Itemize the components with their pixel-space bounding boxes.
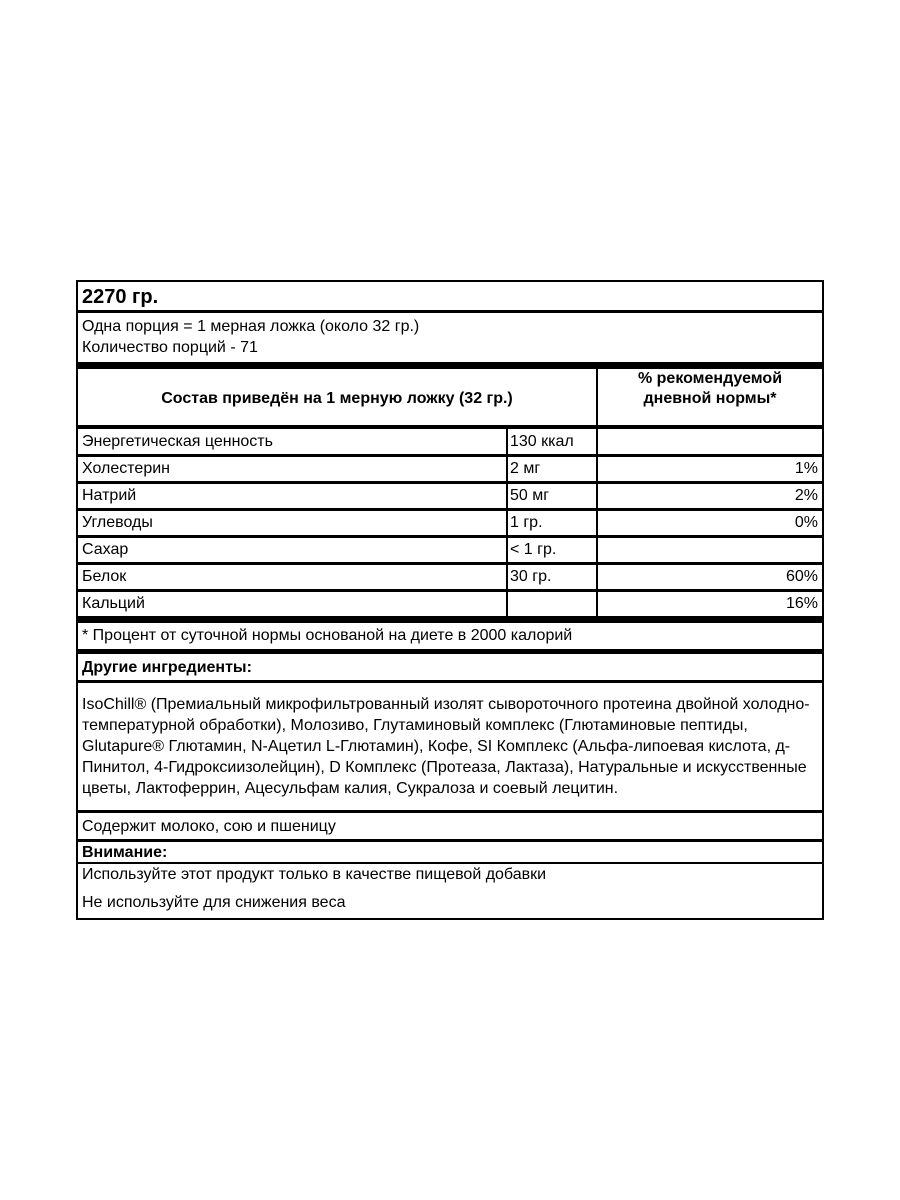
row-divider	[78, 562, 822, 565]
row-amount: 130 ккал	[510, 433, 574, 450]
row-divider	[78, 535, 822, 538]
row-amount: 30 гр.	[510, 568, 552, 585]
row-divider	[78, 589, 822, 592]
row-dv: 60%	[785, 568, 818, 585]
serving-count: Количество порций - 71	[82, 339, 258, 356]
divider	[78, 862, 822, 864]
ingredients-heading: Другие ингредиенты:	[82, 659, 252, 676]
row-name: Сахар	[82, 541, 129, 558]
daily-value-header-line2: дневной нормы*	[643, 390, 777, 407]
row-dv: 1%	[794, 460, 818, 477]
row-amount: 50 мг	[510, 487, 550, 504]
column-divider	[596, 429, 598, 616]
thick-divider	[78, 362, 822, 369]
divider	[78, 310, 822, 313]
table-bottom-line	[78, 616, 822, 623]
header-divider	[596, 369, 598, 425]
serving-size: Одна порция = 1 мерная ложка (около 32 гр.)	[82, 318, 420, 335]
row-divider	[78, 481, 822, 484]
warning-line: Используйте этот продукт только в качестве пищевой добавки	[82, 866, 547, 883]
row-name: Кальций	[82, 595, 145, 612]
composition-header: Состав приведён на 1 мерную ложку (32 гр.)	[161, 390, 513, 407]
row-name: Белок	[82, 568, 127, 585]
row-dv: 0%	[794, 514, 818, 531]
divider	[78, 839, 822, 842]
row-dv: 16%	[785, 595, 818, 612]
divider	[78, 680, 822, 683]
ingredients-text: IsoChill® (Премиальный микрофильтрованный изолят сывороточного протеина двойной холодно-температурной обработки), Молозиво, Глутаминовый комплекс (Глютаминовые пептиды, Glutapure® Глютамин, N-Ацетил L-Глютамин), Кофе, SI Комплекс (Альфа-липоевая кислота, д-Пинитол, 4-Гидроксиизолейцин), D Комплекс (Протеаза, Лактаза), Натуральные и искусственные цветы, Лактоферрин, Ацесульфам калия, Сукралоза и соевый лецитин.	[82, 696, 810, 797]
warning-heading: Внимание:	[82, 844, 168, 861]
row-name: Углеводы	[82, 514, 153, 531]
row-dv: 2%	[794, 487, 818, 504]
allergen-statement: Содержит молоко, сою и пшеницу	[82, 818, 336, 835]
column-divider	[506, 429, 508, 616]
divider	[78, 649, 822, 654]
product-weight: 2270 гр.	[82, 286, 159, 308]
row-amount: < 1 гр.	[510, 541, 557, 558]
row-divider	[78, 508, 822, 511]
row-name: Энергетическая ценность	[82, 433, 273, 450]
divider	[78, 810, 822, 813]
row-amount: 2 мг	[510, 460, 541, 477]
nutrition-label	[76, 280, 824, 920]
row-divider	[78, 454, 822, 457]
row-name: Холестерин	[82, 460, 170, 477]
row-name: Натрий	[82, 487, 137, 504]
daily-value-header-line1: % рекомендуемой	[637, 370, 783, 387]
header-bottom-line	[78, 425, 822, 429]
footnote: * Процент от суточной нормы основаной на диете в 2000 калорий	[82, 627, 573, 644]
warning-line: Не используйте для снижения веса	[82, 894, 346, 911]
row-amount: 1 гр.	[510, 514, 543, 531]
